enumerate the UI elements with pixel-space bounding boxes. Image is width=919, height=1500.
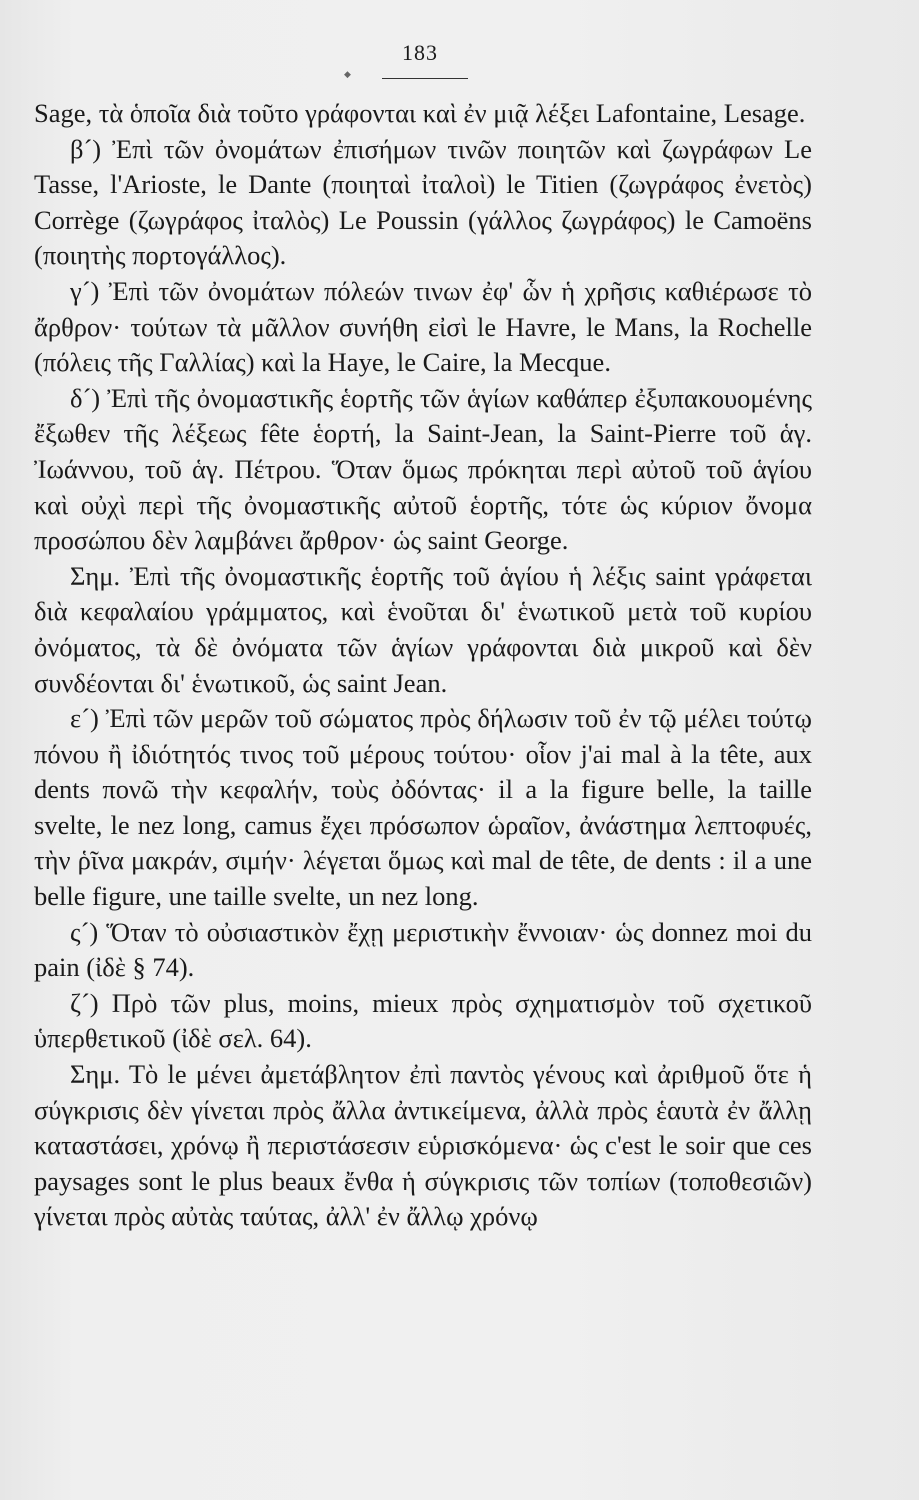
paragraph-epsilon: ε´) Ἐπὶ τῶν μερῶν τοῦ σώματος πρὸς δήλωσιν τοῦ ἐν τῷ μέλει τούτῳ πόνου ἢ ἰδιότητός τινος τοῦ μέρους τούτου· οἷον j'ai mal à la tête, aux dents πονῶ τὴν κεφαλήν, τοὺς ὀδόντας· il a la figure belle, la taille svelte, le nez long, camus ἔχει πρόσωπον ὡραῖον, ἀνάστημα λεπτοφυές, τὴν ῥῖνα μακράν, σιμήν· λέγεται ὅμως καὶ mal de tête, de dents : il a une belle figure, une taille svelte, un nez long. [34, 703, 812, 912]
ink-speck: ◆ [344, 70, 351, 80]
paragraph-delta: δ´) Ἐπὶ τῆς ὀνομαστικῆς ἑορτῆς τῶν ἁγίων καθάπερ ἐξυπακουομένης ἔξωθεν τῆς λέξεως fête ἑορτή, la Saint-Jean, la Saint-Pierre τοῦ ἁγ. Ἰωάννου, τοῦ ἁγ. Πέτρου. Ὅταν ὅμως πρόκηται περὶ αὐτοῦ τοῦ ἁγίου καὶ οὐχὶ περὶ τῆς ὀνομαστικῆς αὐτοῦ ἑορτῆς, τότε ὡς κύριον ὄνομα προσώπου δὲν λαμβάνει ἄρθρον· ὡς saint George. [34, 382, 812, 556]
paragraph-gamma: γ´) Ἐπὶ τῶν ὀνομάτων πόλεών τινων ἐφ' ὧν ἡ χρῆσις καθιέρωσε τὸ ἄρθρον· τούτων τὰ μᾶλλον συνήθη εἰσὶ le Havre, le Mans, la Rochelle (πόλεις τῆς Γαλλίας) καὶ la Haye, le Caire, la Mecque. [34, 275, 812, 378]
paragraph-beta: β´) Ἐπὶ τῶν ὀνομάτων ἐπισήμων τινῶν ποιητῶν καὶ ζωγράφων Le Tasse, l'Arioste, le Dante (ποιηταὶ ἰταλοὶ) le Titien (ζωγράφος ἐνετὸς) Corrège (ζωγράφος ἰταλὸς) Le Poussin (γάλλος ζωγράφος) le Camoëns (ποιητὴς πορτογάλλος). [34, 133, 812, 271]
page-number: 183 [402, 40, 438, 65]
paragraph-zeta: ζ´) Πρὸ τῶν plus, moins, mieux πρὸς σχηματισμὸν τοῦ σχετικοῦ ὑπερθετικοῦ (ἰδὲ σελ. 64). [34, 987, 812, 1054]
paragraph-stigma: ς´) Ὅταν τὸ οὐσιαστικὸν ἔχῃ μεριστικὴν ἔννοιαν· ὡς donnez moi du pain (ἰδὲ § 74). [34, 916, 812, 983]
note-paragraph-saint: Σημ. Ἐπὶ τῆς ὀνομαστικῆς ἑορτῆς τοῦ ἁγίου ἡ λέξις saint γράφεται διὰ κεφαλαίου γράμματος, καὶ ἑνοῦται δι' ἑνωτικοῦ μετὰ τοῦ κυρίου ὀνόματος, τὰ δὲ ὀνόματα τῶν ἁγίων γράφονται διὰ μικροῦ καὶ δὲν συνδέονται δι' ἑνωτικοῦ, ὡς saint Jean. [34, 560, 812, 698]
paragraph-continuation: Sage, τὰ ὁποῖα διὰ τοῦτο γράφονται καὶ ἐν μιᾷ λέξει Lafontaine, Lesage. [34, 98, 806, 128]
header-rule [382, 78, 468, 79]
note-paragraph-comparison: Σημ. Τὸ le μένει ἀμετάβλητον ἐπὶ παντὸς γένους καὶ ἀριθμοῦ ὅτε ἡ σύγκρισις δὲν γίνεται πρὸς ἄλλα ἀντικείμενα, ἀλλὰ πρὸς ἑαυτὰ ἐν ἄλλῃ καταστάσει, χρόνῳ ἢ περιστάσεσιν εὑρισκόμενα· ὡς c'est le soir que ces paysages sont le plus beaux ἔνθα ἡ σύγκρισις τῶν τοπίων (τοποθεσιῶν) γίνεται πρὸς αὐτὰς ταύτας, ἀλλ' ἐν ἄλλῳ χρόνῳ [34, 1059, 812, 1232]
page-body [34, 96, 812, 1235]
